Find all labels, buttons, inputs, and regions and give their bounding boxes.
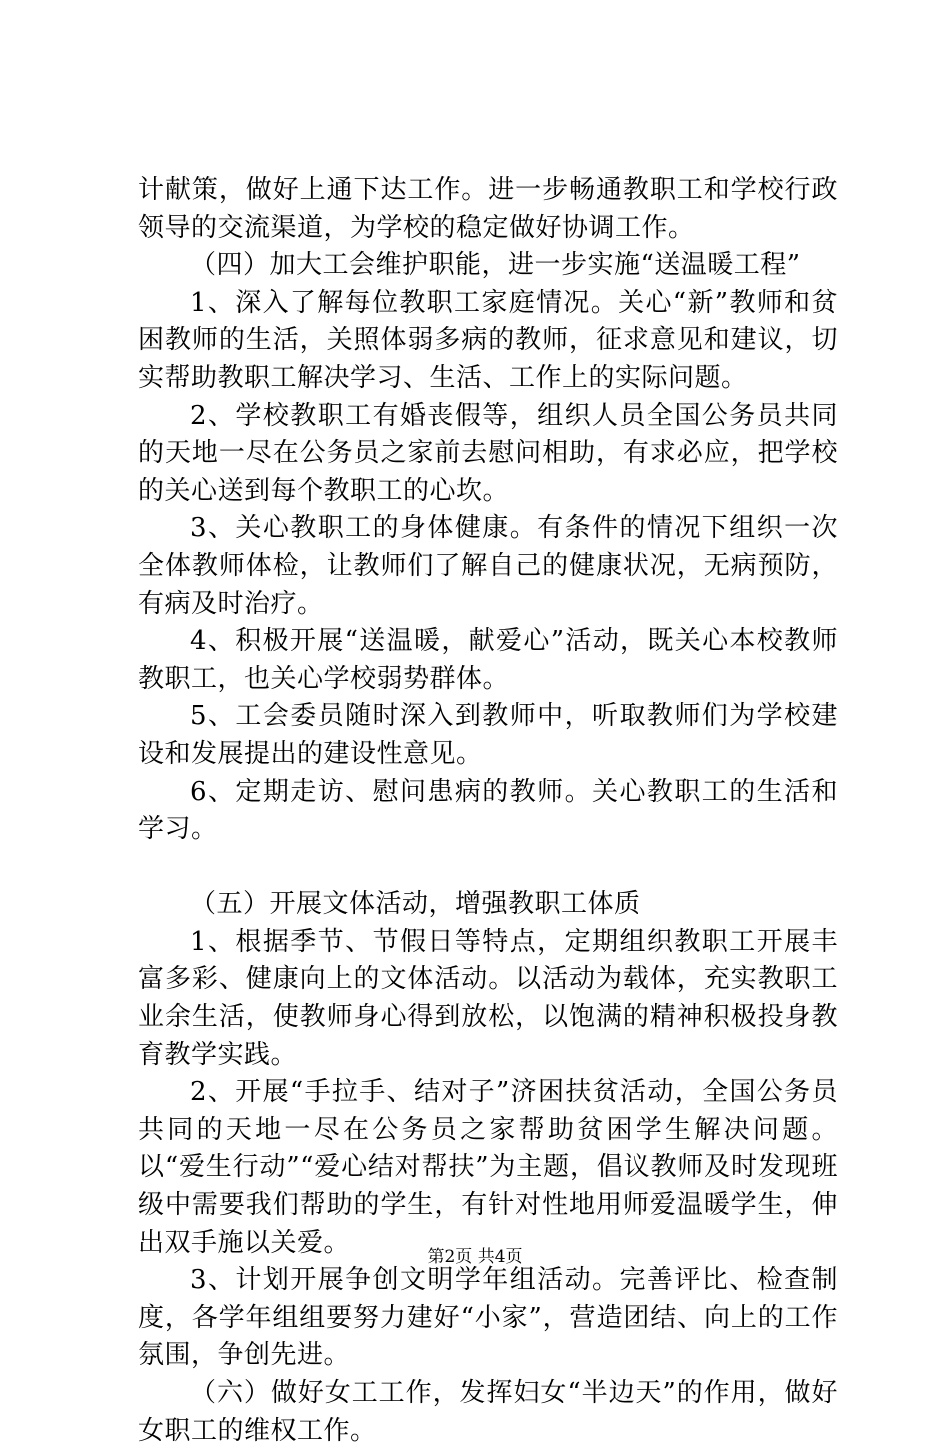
paragraph-5-3: 3、计划开展争创文明学年组活动。完善评比、检查制度，各学年组组要努力建好“小家”，营造团结、向上的工作氛围，争创先进。 [138,1265,838,1371]
section-heading-4: （四）加大工会维护职能，进一步实施“送温暖工程” [190,250,801,281]
section-heading-5: （五）开展文体活动，增强教职工体质 [190,889,641,920]
paragraph-5-2: 2、开展“手拉手、结对子”济困扶贫活动，全国公务员共同的天地一尽在公务员之家帮助贫困学生解决问题。以“爱生行动”“爱心结对帮扶”为主题，倡议教师及时发现班级中需要我们帮助的学生，有针对性地用师爱温暖学生，伸出双手施以关爱。 [138,1077,838,1258]
paragraph-4-3: 3、关心教职工的身体健康。有条件的情况下组织一次全体教师体检，让教师们了解自己的健康状况，无病预防，有病及时治疗。 [138,513,838,619]
paragraph-5-1: 1、根据季节、节假日等特点，定期组织教职工开展丰富多彩、健康向上的文体活动。以活动为载体，充实教职工业余生活，使教师身心得到放松，以饱满的精神积极投身教育教学实践。 [138,926,838,1070]
paragraph-4-4: 4、积极开展“送温暖，献爱心”活动，既关心本校教师教职工，也关心学校弱势群体。 [138,626,838,694]
paragraph-4-1: 1、深入了解每位教职工家庭情况。关心“新”教师和贫困教师的生活，关照体弱多病的教师，征求意见和建议，切实帮助教职工解决学习、生活、工作上的实际问题。 [138,287,838,393]
section-heading-6: （六）做好女工工作，发挥妇女“半边天”的作用，做好女职工的维权工作。 [138,1378,838,1446]
paragraph-4-6: 6、定期走访、慰问患病的教师。关心教职工的生活和学习。 [138,776,838,845]
paragraph-4-2: 2、学校教职工有婚丧假等，组织人员全国公务员共同的天地一尽在公务员之家前去慰问相助，有求必应，把学校的关心送到每个教职工的心坎。 [138,400,838,506]
paragraph-4-5: 5、工会委员随时深入到教师中，听取教师们为学校建设和发展提出的建设性意见。 [138,701,838,769]
paragraph-continuation: 计献策，做好上通下达工作。进一步畅通教职工和学校行政领导的交流渠道，为学校的稳定做好协调工作。 [138,175,838,243]
paragraph-gap [138,849,838,887]
page-footer: 第2页 共4页 [427,1247,523,1267]
